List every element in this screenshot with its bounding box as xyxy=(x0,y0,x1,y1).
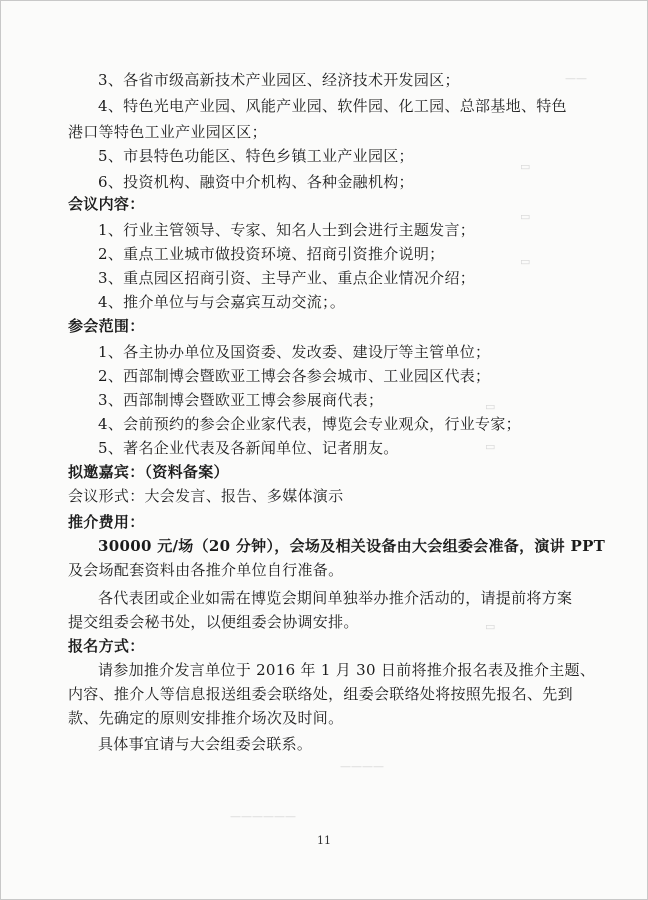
text-line: 请参加推介发言单位于 2016 年 1 月 30 日前将推介报名表及推介主题、 xyxy=(98,661,596,679)
text-line: 内容、推介人等信息报送组委会联络处，组委会联络处将按照先报名、先到 xyxy=(68,685,573,703)
text-line: 各代表团或企业如需在博览会期间单独举办推介活动的，请提前将方案 xyxy=(98,589,573,607)
text-line: 4、特色光电产业园、风能产业园、软件园、化工园、总部基地、特色 xyxy=(98,97,567,115)
bleed-through-mark: ▭ xyxy=(485,400,496,413)
section-heading: 报名方式： xyxy=(68,637,145,655)
text-line: 2、重点工业城市做投资环境、招商引资推介说明； xyxy=(98,245,445,263)
bleed-through-mark: ▭ xyxy=(520,160,531,173)
text-line: 4、推介单位与与会嘉宾互动交流；。 xyxy=(98,293,346,311)
page-number: 11 xyxy=(317,834,331,847)
text-line: 3、西部制博会暨欧亚工博会参展商代表； xyxy=(98,391,384,409)
text-line: 会议形式：大会发言、报告、多媒体演示 xyxy=(68,487,344,505)
text-line: 及会场配套资料由各推介单位自行准备。 xyxy=(68,561,344,579)
text-line: 4、会前预约的参会企业家代表，博览会专业观众，行业专家； xyxy=(98,415,521,433)
text-line: 款、先确定的原则安排推介场次及时间。 xyxy=(68,709,344,727)
text-line: 5、著名企业代表及各新闻单位、记者朋友。 xyxy=(98,439,399,457)
text-line: 1、各主协办单位及国资委、发改委、建设厅等主管单位； xyxy=(98,343,491,361)
text-line: 具体事宜请与大会组委会联系。 xyxy=(98,735,313,753)
bleed-through-mark: ———— xyxy=(340,760,384,773)
bleed-through-mark: ▭ xyxy=(485,440,496,453)
section-heading: 参会范围： xyxy=(68,317,145,335)
bleed-through-mark: —— xyxy=(565,72,587,85)
text-line: 2、西部制博会暨欧亚工博会各参会城市、工业园区代表； xyxy=(98,367,491,385)
section-heading: 会议内容： xyxy=(68,195,145,213)
text-line: 3、重点园区招商引资、主导产业、重点企业情况介绍； xyxy=(98,269,476,287)
section-heading: 拟邀嘉宾：（资料备案） xyxy=(68,463,229,481)
bleed-through-mark: ▭ xyxy=(485,620,496,633)
section-heading: 推介费用： xyxy=(68,513,145,531)
text-line: 5、市县特色功能区、特色乡镇工业产业园区； xyxy=(98,147,414,165)
bleed-through-mark: ▭ xyxy=(520,210,531,223)
text-line: 港口等特色工业产业园区区； xyxy=(68,123,267,141)
text-line: 1、行业主管领导、专家、知名人士到会进行主题发言； xyxy=(98,221,476,239)
text-line: 3、各省市级高新技术产业园区、经济技术开发园区； xyxy=(98,71,460,89)
text-line: 6、投资机构、融资中介机构、各种金融机构； xyxy=(98,173,414,191)
text-line: 30000 元/场（20 分钟），会场及相关设备由大会组委会准备，演讲 PPT xyxy=(98,537,606,555)
text-line: 提交组委会秘书处，以便组委会协调安排。 xyxy=(68,613,359,631)
bleed-through-mark: —————— xyxy=(230,810,296,823)
bleed-through-mark: ▭ xyxy=(520,255,531,268)
